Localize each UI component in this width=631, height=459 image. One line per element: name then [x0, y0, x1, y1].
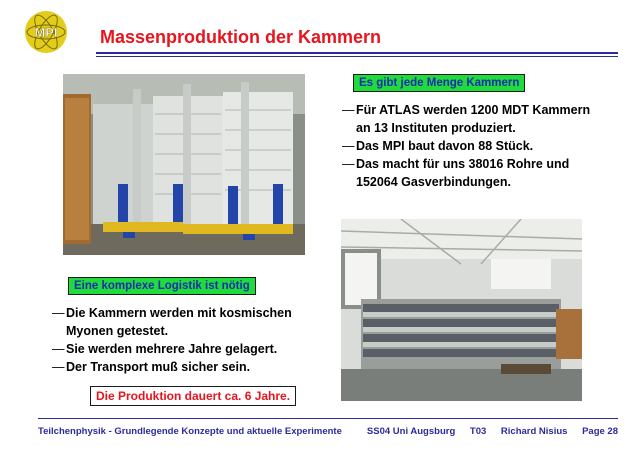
list-item: — Für ATLAS werden 1200 MDT Kammern	[342, 103, 591, 117]
footer-rule	[38, 418, 618, 419]
footer-page-number: Page 28	[582, 426, 618, 437]
footer-code: T03	[469, 426, 487, 437]
footer	[38, 426, 618, 437]
dash-bullet-icon: —	[342, 157, 355, 171]
dash-bullet-icon: —	[52, 360, 65, 374]
dash-bullet-icon: —	[52, 342, 65, 356]
list-item-continuation: 152064 Gasverbindungen.	[356, 175, 511, 189]
footer-course-title: Teilchenphysik - Grundlegende Konzepte und aktuelle Experimente	[38, 426, 342, 437]
list-item: — Die Kammern werden mit kosmischen	[52, 306, 292, 320]
list-item: — Der Transport muß sicher sein.	[52, 360, 251, 374]
list-item-continuation: Myonen getestet.	[66, 324, 169, 338]
title-rule	[96, 52, 618, 54]
list-item-continuation: an 13 Instituten produziert.	[356, 121, 516, 135]
bullet-list-chambers	[342, 101, 622, 191]
page-title: Massenproduktion der Kammern	[100, 27, 382, 47]
footer-semester: SS04 Uni Augsburg	[366, 426, 456, 437]
footer-author: Richard Nisius	[500, 426, 568, 437]
title-rule-thin	[96, 56, 618, 57]
info-box-logistics: Eine komplexe Logistik ist nötig	[68, 277, 256, 295]
bullet-list-logistics	[52, 304, 337, 376]
storage-hall-photo	[341, 219, 582, 401]
svg-text:MPI: MPI	[34, 25, 58, 40]
footer-meta	[355, 426, 618, 437]
dash-bullet-icon: —	[342, 139, 355, 153]
mpi-logo-icon	[24, 10, 68, 54]
list-item: — Das MPI baut davon 88 Stück.	[342, 139, 534, 153]
chamber-production-photo	[63, 74, 305, 255]
list-item: — Das macht für uns 38016 Rohre und	[342, 157, 570, 171]
dash-bullet-icon: —	[52, 306, 65, 320]
production-duration-box: Die Produktion dauert ca. 6 Jahre.	[90, 386, 296, 406]
info-box-many-chambers: Es gibt jede Menge Kammern	[353, 74, 525, 92]
list-item: — Sie werden mehrere Jahre gelagert.	[52, 342, 278, 356]
dash-bullet-icon: —	[342, 103, 355, 117]
